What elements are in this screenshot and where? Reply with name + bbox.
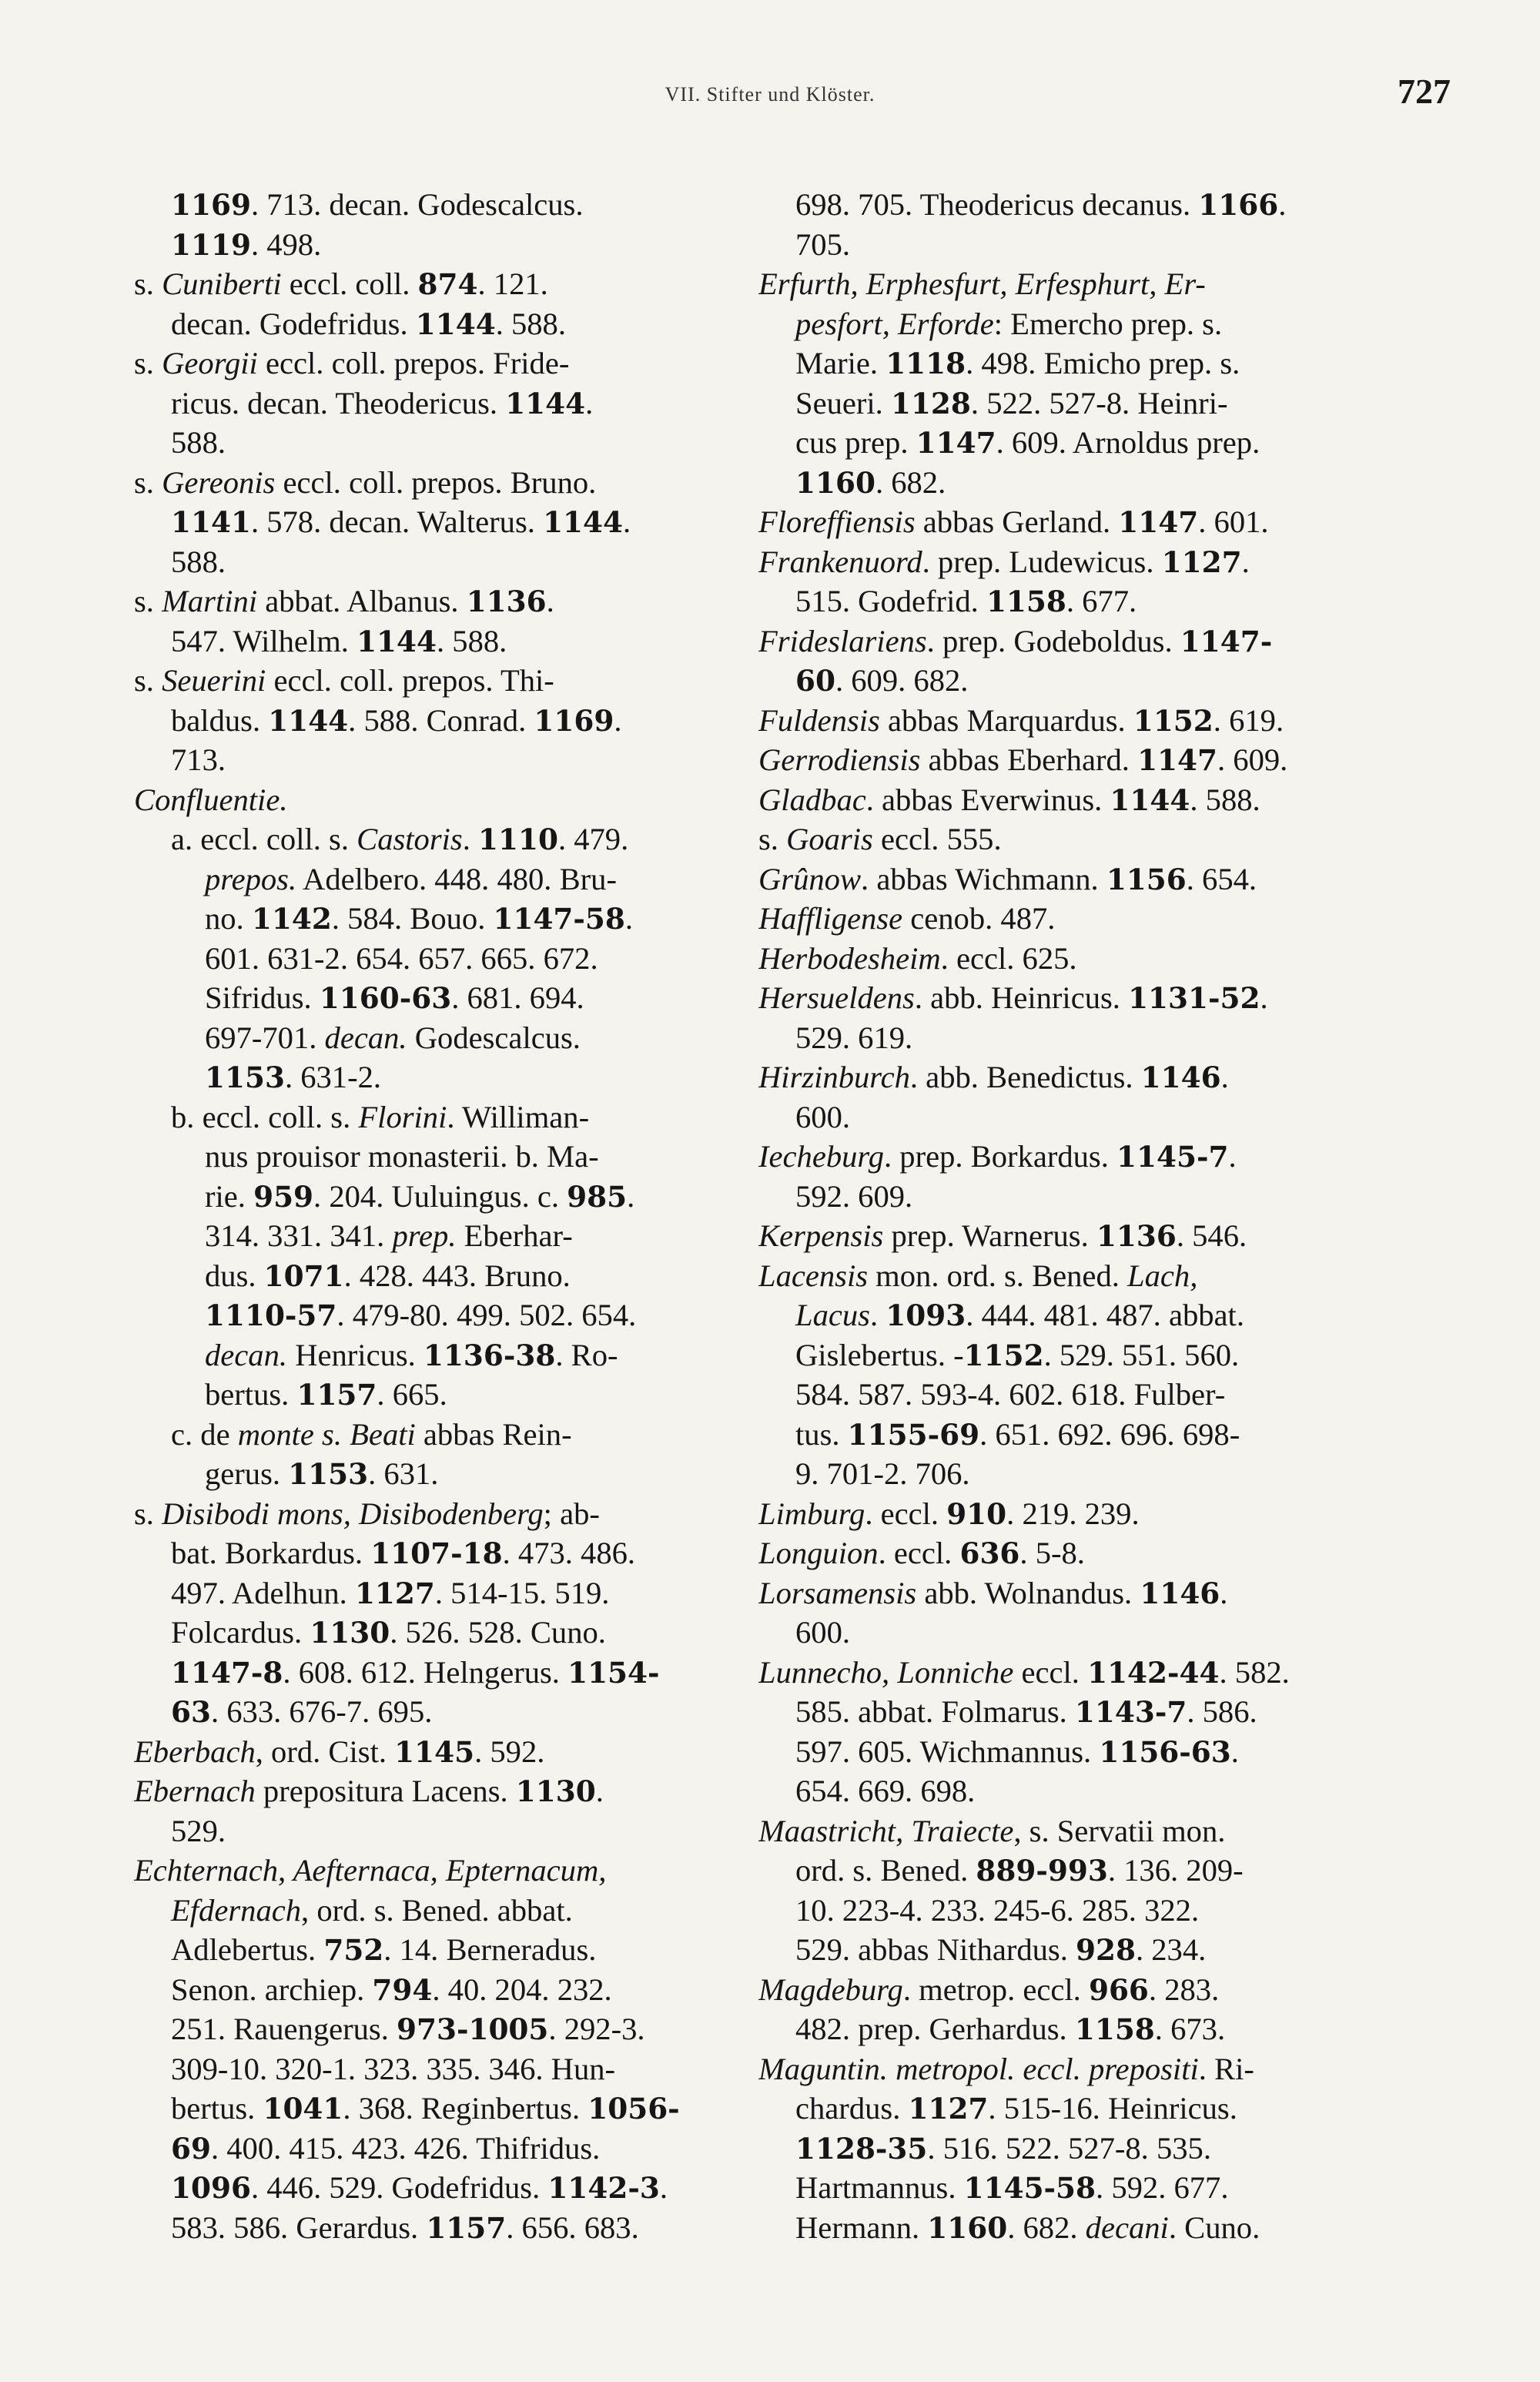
index-line: 60. 609. 682. xyxy=(795,663,969,698)
index-line: cus prep. 1147. 609. Arnoldus prep. xyxy=(795,425,1260,460)
index-line: Gladbac. abbas Everwinus. 1144. 588. xyxy=(758,782,1260,817)
index-line: a. eccl. coll. s. Castoris. 1110. 479. xyxy=(171,822,629,856)
index-line: Folcardus. 1130. 526. 528. Cuno. xyxy=(171,1615,606,1650)
index-line: 309-10. 320-1. 323. 335. 346. Hun- xyxy=(171,2051,616,2086)
index-line: Frankenuord. prep. Ludewicus. 1127. xyxy=(758,544,1250,579)
index-line: Seueri. 1128. 522. 527-8. Heinri- xyxy=(795,385,1228,420)
index-line: pesfort, Erforde: Emercho prep. s. xyxy=(795,306,1223,341)
index-line: 515. Godefrid. 1158. 677. xyxy=(795,584,1137,618)
index-line: Hirzinburch. abb. Benedictus. 1146. xyxy=(758,1060,1229,1094)
index-line: 601. 631-2. 654. 657. 665. 672. xyxy=(205,940,598,976)
index-line: Sifridus. 1160-63. 681. 694. xyxy=(205,980,584,1015)
index-line: Haffligense cenob. 487. xyxy=(758,901,1056,936)
index-line: Maguntin. metropol. eccl. prepositi. Ri- xyxy=(758,2051,1254,2086)
index-line: 482. prep. Gerhardus. 1158. 673. xyxy=(795,2012,1226,2046)
index-line: 588. xyxy=(171,425,226,460)
index-line: 1169. 713. decan. Godescalcus. xyxy=(171,187,584,222)
index-line: Gislebertus. -1152. 529. 551. 560. xyxy=(795,1337,1240,1372)
index-line: Frideslariens. prep. Godeboldus. 1147- xyxy=(758,623,1273,658)
index-line: 654. 669. 698. xyxy=(795,1774,976,1808)
index-line: Maastricht, Traiecte, s. Servatii mon. xyxy=(758,1813,1226,1848)
index-line: s. Martini abbat. Albanus. 1136. xyxy=(134,584,554,618)
index-line: Lacensis mon. ord. s. Bened. Lach, xyxy=(758,1258,1198,1293)
index-line: Ebernach prepositura Lacens. 1130. xyxy=(134,1774,604,1808)
index-line: 713. xyxy=(171,742,226,777)
index-line: nus prouisor monasterii. b. Ma- xyxy=(205,1139,599,1174)
index-line: Longuion. eccl. 636. 5-8. xyxy=(758,1536,1085,1570)
index-line: b. eccl. coll. s. Florini. Williman- xyxy=(171,1099,590,1134)
index-line: Hersueldens. abb. Heinricus. 1131-52. xyxy=(758,980,1268,1015)
index-line: 1147-8. 608. 612. Helngerus. 1154- xyxy=(171,1654,660,1690)
index-line: Herbodesheim. eccl. 625. xyxy=(758,940,1077,976)
index-line: bat. Borkardus. 1107-18. 473. 486. xyxy=(171,1536,636,1570)
index-line: dus. 1071. 428. 443. Bruno. xyxy=(205,1258,571,1293)
index-line: 1119. 498. xyxy=(171,226,322,262)
running-title: VII. Stifter und Klöster. xyxy=(665,83,875,106)
index-line: no. 1142. 584. Bouo. 1147-58. xyxy=(205,901,634,936)
index-line: chardus. 1127. 515-16. Heinricus. xyxy=(795,2091,1237,2126)
index-line: tus. 1155-69. 651. 692. 696. 698- xyxy=(795,1416,1240,1452)
index-line: 600. xyxy=(795,1099,851,1134)
index-line: Fuldensis abbas Marquardus. 1152. 619. xyxy=(758,702,1284,738)
index-line: Efdernach, ord. s. Bened. abbat. xyxy=(171,1892,573,1928)
index-line: 600. xyxy=(795,1615,851,1650)
index-line: decan. Godefridus. 1144. 588. xyxy=(171,306,566,341)
index-line: 9. 701-2. 706. xyxy=(795,1456,970,1491)
index-line: s. Disibodi mons, Disibodenberg; ab- xyxy=(134,1496,600,1531)
index-line: baldus. 1144. 588. Conrad. 1169. xyxy=(171,702,622,738)
index-line: gerus. 1153. 631. xyxy=(205,1456,439,1491)
index-line: ricus. decan. Theodericus. 1144. xyxy=(171,385,594,420)
index-line: 585. abbat. Folmarus. 1143-7. 586. xyxy=(795,1694,1257,1729)
index-line: prepos. Adelbero. 448. 480. Bru- xyxy=(205,861,617,896)
index-line: Marie. 1118. 498. Emicho prep. s. xyxy=(795,346,1240,380)
index-line: 547. Wilhelm. 1144. 588. xyxy=(171,623,507,658)
index-line: 588. xyxy=(171,544,226,579)
index-line: Confluentie. xyxy=(134,782,288,817)
index-line: 69. 400. 415. 423. 426. Thifridus. xyxy=(171,2130,601,2166)
index-line: 697-701. decan. Godescalcus. xyxy=(205,1020,581,1055)
index-line: s. Georgii eccl. coll. prepos. Fride- xyxy=(134,346,570,380)
index-line: Gerrodiensis abbas Eberhard. 1147. 609. xyxy=(758,742,1288,777)
index-line: Lunnecho, Lonniche eccl. 1142-44. 582. xyxy=(758,1654,1290,1690)
index-line: Eberbach, ord. Cist. 1145. 592. xyxy=(134,1734,545,1769)
index-line: Iecheburg. prep. Borkardus. 1145-7. xyxy=(758,1139,1237,1174)
index-line: 251. Rauengerus. 973-1005. 292-3. xyxy=(171,2012,645,2046)
index-line: s. Gereonis eccl. coll. prepos. Bruno. xyxy=(134,464,597,500)
index-line: 1128-35. 516. 522. 527-8. 535. xyxy=(795,2130,1211,2166)
index-line: 583. 586. Gerardus. 1157. 656. 683. xyxy=(171,2209,639,2245)
index-line: Echternach, Aefternaca, Epternacum, xyxy=(134,1853,607,1888)
index-line: 1096. 446. 529. Godefridus. 1142-3. xyxy=(171,2170,668,2205)
index-line: 592. 609. xyxy=(795,1178,913,1214)
index-line: Erfurth, Erphesfurt, Erfesphurt, Er- xyxy=(758,266,1206,301)
index-line: ord. s. Bened. 889-993. 136. 209- xyxy=(795,1853,1244,1888)
index-line: 529. xyxy=(171,1813,226,1848)
index-line: 529. abbas Nithardus. 928. 234. xyxy=(795,1932,1207,1967)
right-index-column xyxy=(758,185,1374,2247)
index-line: c. de monte s. Beati abbas Rein- xyxy=(171,1416,572,1452)
index-line: 597. 605. Wichmannus. 1156-63. xyxy=(795,1734,1239,1769)
index-line: Magdeburg. metrop. eccl. 966. 283. xyxy=(758,1972,1220,2007)
index-line: 529. 619. xyxy=(795,1020,913,1055)
index-line: s. Seuerini eccl. coll. prepos. Thi- xyxy=(134,663,554,698)
index-line: Lorsamensis abb. Wolnandus. 1146. xyxy=(758,1575,1228,1610)
index-line: 705. xyxy=(795,226,851,262)
page-number: 727 xyxy=(1398,72,1451,111)
index-line: Hartmannus. 1145-58. 592. 677. xyxy=(795,2170,1229,2205)
index-line: Adlebertus. 752. 14. Berneradus. xyxy=(171,1932,597,1967)
index-line: 698. 705. Theodericus decanus. 1166. xyxy=(795,187,1287,222)
index-line: s. Goaris eccl. 555. xyxy=(758,822,1002,856)
index-line: 10. 223-4. 233. 245-6. 285. 322. xyxy=(795,1892,1200,1928)
index-line: 314. 331. 341. prep. Eberhar- xyxy=(205,1218,573,1253)
index-line: Limburg. eccl. 910. 219. 239. xyxy=(758,1496,1140,1531)
index-line: bertus. 1157. 665. xyxy=(205,1377,447,1412)
index-line: Kerpensis prep. Warnerus. 1136. 546. xyxy=(758,1218,1247,1253)
index-line: decan. Henricus. 1136-38. Ro- xyxy=(205,1337,618,1372)
index-line: 1110-57. 479-80. 499. 502. 654. xyxy=(205,1298,637,1332)
index-line: 497. Adelhun. 1127. 514-15. 519. xyxy=(171,1575,610,1610)
index-line: Lacus. 1093. 444. 481. 487. abbat. xyxy=(795,1298,1244,1332)
index-line: Grûnow. abbas Wichmann. 1156. 654. xyxy=(758,861,1257,896)
index-line: bertus. 1041. 368. Reginbertus. 1056- xyxy=(171,2091,680,2126)
index-line: s. Cuniberti eccl. coll. 874. 121. xyxy=(134,266,548,301)
index-line: 1153. 631-2. xyxy=(205,1060,382,1094)
left-index-column xyxy=(134,185,750,2247)
index-line: 584. 587. 593-4. 602. 618. Fulber- xyxy=(795,1377,1226,1412)
running-head xyxy=(0,71,1540,117)
index-line: Hermann. 1160. 682. decani. Cuno. xyxy=(795,2209,1260,2245)
index-line: rie. 959. 204. Uuluingus. c. 985. xyxy=(205,1178,635,1214)
index-line: Senon. archiep. 794. 40. 204. 232. xyxy=(171,1972,612,2007)
index-line: 1160. 682. xyxy=(795,464,946,500)
index-line: 63. 633. 676-7. 695. xyxy=(171,1694,433,1729)
index-line: Floreffiensis abbas Gerland. 1147. 601. xyxy=(758,504,1269,539)
index-line: 1141. 578. decan. Walterus. 1144. xyxy=(171,504,631,539)
